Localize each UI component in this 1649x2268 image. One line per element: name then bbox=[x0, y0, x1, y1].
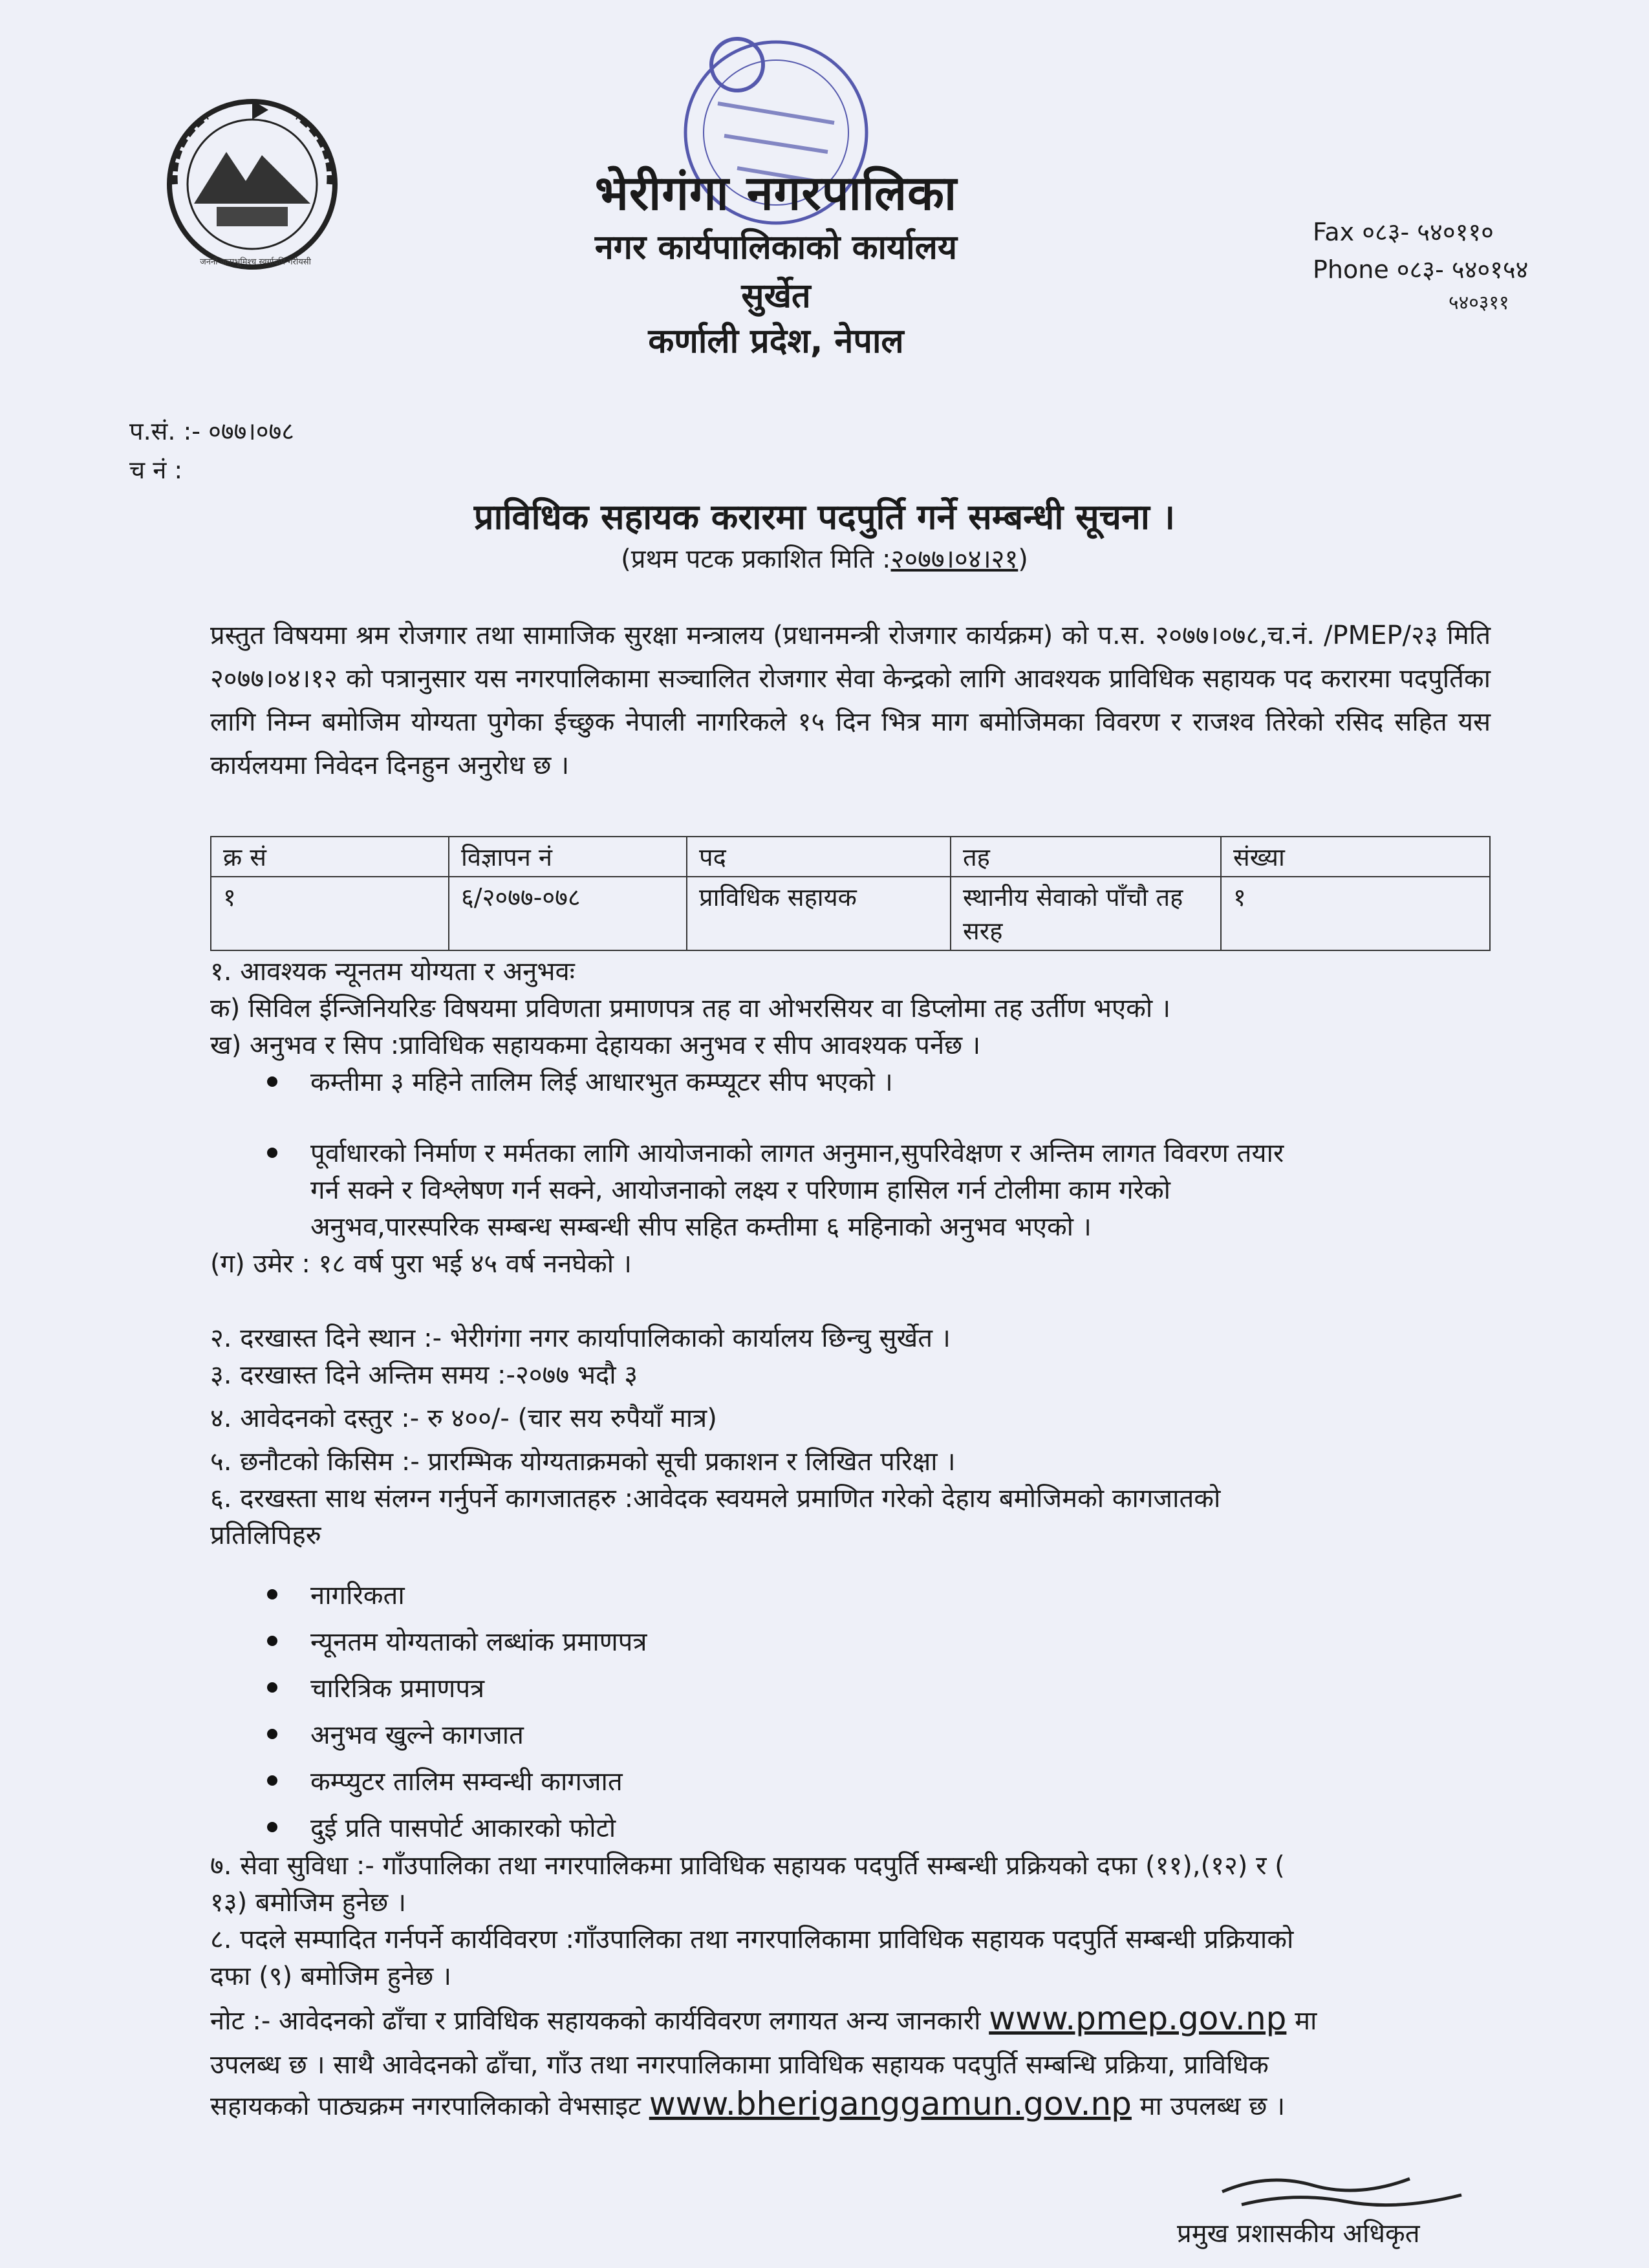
section-7-cont: १३) बमोजिम हुनेछ । bbox=[210, 1888, 407, 1918]
section-6-title-cont: प्रतिलिपिहरु bbox=[210, 1521, 321, 1550]
publish-date: २०७७।०४।२१ bbox=[890, 544, 1018, 574]
table-header: संख्या bbox=[1221, 837, 1490, 877]
document-item: न्यूनतम योग्यताको लब्धांक प्रमाणपत्र bbox=[310, 1627, 647, 1657]
skill-item-cont: गर्न सक्ने र विश्लेषण गर्न सक्ने, आयोजनाको लक्ष्य र परिणाम हासिल गर्न टोलीमा काम गरेको bbox=[310, 1175, 1171, 1205]
phone-number-2: ५४०३११ bbox=[1449, 292, 1509, 314]
section-4: ४. आवेदनको दस्तुर :- रु ४००/- (चार सय रुपैयाँ मात्र) bbox=[210, 1404, 717, 1433]
office-name: नगर कार्यपालिकाको कार्यालय bbox=[594, 228, 958, 267]
bullet-icon bbox=[267, 1822, 277, 1832]
table-cell: ६/२०७७-०७८ bbox=[449, 877, 687, 950]
skill-item: कम्तीमा ३ महिने तालिम लिई आधारभुत कम्प्यूटर सीप भएको । bbox=[310, 1067, 893, 1097]
skill-item-cont: अनुभव,पारस्परिक सम्बन्ध सम्बन्धी सीप सहित कम्तीमा ६ महिनाको अनुभव भएको । bbox=[310, 1212, 1092, 1242]
document-item: कम्प्युटर तालिम सम्वन्धी कागजात bbox=[310, 1767, 623, 1797]
fax-number: Fax ०८३- ५४०११० bbox=[1313, 218, 1494, 246]
note-line-2: उपलब्ध छ । साथै आवेदनको ढाँचा, गाँउ तथा नगरपालिकामा प्राविधिक सहायक पदपुर्ति सम्बन्धि प्रक्रिया, प्राविधिक bbox=[210, 2050, 1269, 2080]
bullet-icon bbox=[267, 1636, 277, 1646]
table-cell: १ bbox=[1221, 877, 1490, 950]
requirement-b: ख) अनुभव र सिप :प्राविधिक सहायकमा देहायका अनुभव र सीप आवश्यक पर्नेछ । bbox=[210, 1031, 981, 1060]
table-header: विज्ञापन नं bbox=[449, 837, 687, 877]
table-header: तह bbox=[951, 837, 1221, 877]
section-2: २. दरखास्त दिने स्थान :- भेरीगंगा नगर कार्यापालिकाको कार्यालय छिन्चु सुर्खेत । bbox=[210, 1323, 951, 1353]
requirement-a: क) सिविल ईन्जिनियरिङ विषयमा प्रविणता प्रमाणपत्र तह वा ओभरसियर वा डिप्लोमा तह उर्तीण भएको । bbox=[210, 994, 1171, 1023]
section-8-cont: दफा (९) बमोजिम हुनेछ । bbox=[210, 1962, 452, 1991]
signatory-title: प्रमुख प्रशासकीय अधिकृत bbox=[1177, 2219, 1420, 2249]
pmep-website-link[interactable]: www.pmep.gov.np bbox=[989, 2000, 1287, 2037]
section-3: ३. दरखास्त दिने अन्तिम समय :-२०७७ भदौ ३ bbox=[210, 1360, 638, 1390]
emblem-caption: जननी जन्मभूमिश्च स्वर्गादपि गरीयसी bbox=[200, 257, 311, 267]
phone-number: Phone ०८३- ५४०१५४ bbox=[1313, 255, 1529, 284]
table-cell: प्राविधिक सहायक bbox=[687, 877, 951, 950]
note-line-3: सहायकको पाठ्यक्रम नगरपालिकाको वेभसाइट www.bheriganggamun.gov.np मा उपलब्ध छ । bbox=[210, 2085, 1286, 2123]
requirement-c: (ग) उमेर : १८ वर्ष पुरा भई ४५ वर्ष ननघेको । bbox=[210, 1249, 632, 1279]
org-name: भेरीगंगा नगरपालिका bbox=[594, 166, 958, 221]
notice-title: प्राविधिक सहायक करारमा पदपुर्ति गर्ने सम्बन्धी सूचना । bbox=[473, 497, 1176, 537]
section-8: ८. पदले सम्पादित गर्नपर्ने कार्यविवरण :गाँउपालिका तथा नगरपालिकामा प्राविधिक सहायक पदपुर्ति सम्बन्धी प्रक्रियाको bbox=[210, 1925, 1294, 1954]
note-line-1: नोट :- आवेदनको ढाँचा र प्राविधिक सहायकको कार्यविवरण लगायत अन्य जानकारी www.pmep.gov.np मा bbox=[210, 2000, 1317, 2037]
document-item: दुई प्रति पासपोर्ट आकारको फोटो bbox=[310, 1813, 616, 1843]
table-header-row bbox=[211, 837, 1490, 877]
province-name: कर्णाली प्रदेश, नेपाल bbox=[648, 322, 904, 361]
bullet-icon bbox=[267, 1076, 277, 1087]
section-1-title: १. आवश्यक न्यूनतम योग्यता र अनुभवः bbox=[210, 957, 575, 987]
section-6-title: ६. दरखस्ता साथ संलग्न गर्नुपर्ने कागजातहरु :आवेदक स्वयमले प्रमाणित गरेको देहाय बमोजिमको कागजातको bbox=[210, 1484, 1221, 1514]
dispatch-number: च नं : bbox=[129, 456, 183, 484]
letter-ref-number: प.सं. :- ०७७।०७८ bbox=[129, 417, 295, 445]
document-item: चारित्रिक प्रमाणपत्र bbox=[310, 1674, 485, 1704]
bullet-icon bbox=[267, 1682, 277, 1693]
section-7: ७. सेवा सुविधा :- गाँउपालिका तथा नगरपालिकमा प्राविधिक सहायक पदपुर्ति सम्बन्धी प्रक्रियको दफा (११),(१२) र ( bbox=[210, 1851, 1285, 1881]
bullet-icon bbox=[267, 1729, 277, 1739]
table-row bbox=[211, 877, 1490, 950]
bullet-icon bbox=[267, 1589, 277, 1599]
notice-subtitle: (प्रथम पटक प्रकाशित मिति :२०७७।०४।२१) bbox=[621, 544, 1028, 574]
vacancy-table bbox=[210, 836, 1491, 951]
document-item: नागरिकता bbox=[310, 1581, 405, 1610]
table-cell: १ bbox=[211, 877, 449, 950]
document-item: अनुभव खुल्ने कागजात bbox=[310, 1720, 524, 1750]
table-header: क्र सं bbox=[211, 837, 449, 877]
table-cell: स्थानीय सेवाको पाँचौ तह सरह bbox=[951, 877, 1221, 950]
section-5: ५. छनौटको किसिम :- प्रारम्भिक योग्यताक्रमको सूची प्रकाशन र लिखित परिक्षा । bbox=[210, 1447, 956, 1477]
skill-item: पूर्वाधारको निर्माण र मर्मतका लागि आयोजनाको लागत अनुमान,सुपरिवेक्षण र अन्तिम लागत विवरण तयार bbox=[310, 1139, 1284, 1168]
table-header: पद bbox=[687, 837, 951, 877]
bullet-icon bbox=[267, 1148, 277, 1158]
bullet-icon bbox=[267, 1775, 277, 1786]
nepal-emblem-icon bbox=[155, 91, 349, 278]
municipality-website-link[interactable]: www.bheriganggamun.gov.np bbox=[649, 2085, 1132, 2123]
intro-paragraph: प्रस्तुत विषयमा श्रम रोजगार तथा सामाजिक सुरक्षा मन्त्रालय (प्रधानमन्त्री रोजगार कार्यक्रम) को प.स. २०७७।०७८,च.नं. /PMEP/२३ मिति २०७७।०४।१२ को पत्रानुसार यस नगरपालिकामा सञ्चालित रोजगार सेवा केन्द्रको लागि आवश्यक प्राविधिक सहायक पद करारमा पदपुर्तिका लागि निम्न बमोजिम योग्यता पुगेका ईच्छुक नेपाली नागरिकले १५ दिन भित्र माग बमोजिमका विवरण र राजश्व तिरेको रसिद सहित यस कार्यलयमा निवेदन दिनहुन अनुरोध छ । bbox=[210, 621, 1491, 780]
city-name: सुर्खेत bbox=[741, 277, 811, 316]
